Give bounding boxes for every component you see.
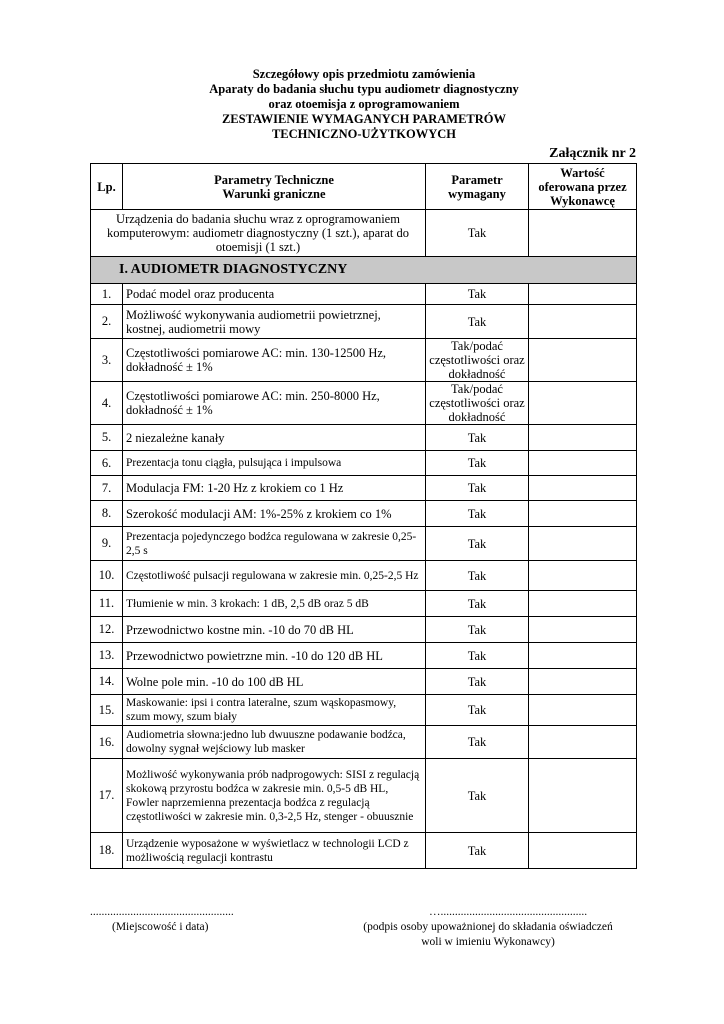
- row-parameter: Częstotliwość pulsacji regulowana w zakresie min. 0,25-2,5 Hz: [123, 561, 426, 591]
- row-required-value: Tak: [426, 305, 529, 339]
- row-required-value: Tak/podać częstotliwości oraz dokładność: [426, 382, 529, 425]
- place-date-dots: ..................................................: [90, 906, 234, 918]
- header-line-2: Aparaty do badania słuchu typu audiometr diagnostyczny: [209, 82, 519, 96]
- row-offered-cell[interactable]: [529, 643, 637, 669]
- footer-left: [90, 905, 234, 935]
- header-lp: Lp.: [91, 164, 123, 210]
- header-required-line-2: wymagany: [448, 186, 506, 201]
- row-required-value: Tak: [426, 591, 529, 617]
- header-offered: [529, 164, 637, 210]
- row-parameter: Częstotliwości pomiarowe AC: min. 130-12500 Hz, dokładność ± 1%: [123, 339, 426, 382]
- row-required-value: Tak: [426, 425, 529, 451]
- row-parameter: Urządzenie wyposażone w wyświetlacz w technologii LCD z możliwością regulacji kontrastu: [123, 833, 426, 869]
- row-number: 3.: [91, 339, 123, 382]
- row-parameter: 2 niezależne kanały: [123, 425, 426, 451]
- row-number: 2.: [91, 305, 123, 339]
- row-parameter: Maskowanie: ipsi i contra lateralne, szum wąskopasmowy, szum mowy, szum biały: [123, 695, 426, 726]
- row-offered-cell[interactable]: [529, 591, 637, 617]
- row-offered-cell[interactable]: [529, 339, 637, 382]
- row-number: 15.: [91, 695, 123, 726]
- rows-body: [91, 284, 637, 869]
- row-offered-cell[interactable]: [529, 425, 637, 451]
- table-row: [91, 284, 637, 305]
- row-parameter: Modulacja FM: 1-20 Hz z krokiem co 1 Hz: [123, 476, 426, 501]
- row-offered-cell[interactable]: [529, 669, 637, 695]
- row-required-value: Tak: [426, 476, 529, 501]
- header-required-line-1: Parametr: [451, 172, 503, 187]
- row-number: 16.: [91, 726, 123, 759]
- row-offered-cell[interactable]: [529, 305, 637, 339]
- table-row: [91, 339, 637, 382]
- header-params-line-2: Warunki graniczne: [222, 186, 326, 201]
- intro-offered-cell[interactable]: [529, 210, 637, 257]
- row-number: 4.: [91, 382, 123, 425]
- row-offered-cell[interactable]: [529, 726, 637, 759]
- section-row: [91, 257, 637, 284]
- row-number: 6.: [91, 451, 123, 476]
- table-row: [91, 561, 637, 591]
- row-required-value: Tak: [426, 726, 529, 759]
- header-params: [123, 164, 426, 210]
- row-number: 17.: [91, 759, 123, 833]
- header-offered-line-1: Wartość: [560, 165, 605, 180]
- signature-label-2: woli w imieniu Wykonawcy): [421, 936, 555, 948]
- row-parameter: Prezentacja tonu ciągła, pulsująca i impulsowa: [123, 451, 426, 476]
- place-date-label: (Miejscowość i data): [112, 921, 209, 933]
- table-row: [91, 382, 637, 425]
- row-parameter: Przewodnictwo kostne min. -10 do 70 dB HL: [123, 617, 426, 643]
- row-required-value: Tak: [426, 527, 529, 561]
- row-parameter: Podać model oraz producenta: [123, 284, 426, 305]
- row-offered-cell[interactable]: [529, 617, 637, 643]
- row-required-value: Tak: [426, 561, 529, 591]
- header-line-3: oraz otoemisja z oprogramowaniem: [268, 97, 460, 111]
- row-required-value: Tak: [426, 451, 529, 476]
- row-parameter: Wolne pole min. -10 do 100 dB HL: [123, 669, 426, 695]
- row-offered-cell[interactable]: [529, 501, 637, 527]
- row-parameter: Możliwość wykonywania audiometrii powietrznej, kostnej, audiometrii mowy: [123, 305, 426, 339]
- table-row: [91, 726, 637, 759]
- table-row: [91, 695, 637, 726]
- row-number: 10.: [91, 561, 123, 591]
- row-required-value: Tak: [426, 617, 529, 643]
- row-number: 14.: [91, 669, 123, 695]
- row-parameter: Częstotliwości pomiarowe AC: min. 250-8000 Hz, dokładność ± 1%: [123, 382, 426, 425]
- section-title: I. AUDIOMETR DIAGNOSTYCZNY: [91, 257, 637, 284]
- header-line-5: TECHNICZNO-UŻYTKOWYCH: [271, 127, 457, 141]
- table-row: [91, 759, 637, 833]
- row-number: 5.: [91, 425, 123, 451]
- intro-value: Tak: [426, 210, 529, 257]
- table-row: [91, 833, 637, 869]
- row-number: 8.: [91, 501, 123, 527]
- row-number: 18.: [91, 833, 123, 869]
- row-number: 11.: [91, 591, 123, 617]
- signature-dots: …...................................................: [428, 906, 588, 918]
- row-offered-cell[interactable]: [529, 833, 637, 869]
- row-required-value: Tak/podać częstotliwości oraz dokładność: [426, 339, 529, 382]
- row-number: 1.: [91, 284, 123, 305]
- row-parameter: Audiometria słowna:jedno lub dwuuszne podawanie bodźca, dowolny sygnał wejściowy lub masker: [123, 726, 426, 759]
- header-offered-line-3: Wykonawcę: [550, 193, 615, 208]
- row-offered-cell[interactable]: [529, 382, 637, 425]
- row-required-value: Tak: [426, 833, 529, 869]
- row-number: 7.: [91, 476, 123, 501]
- row-offered-cell[interactable]: [529, 561, 637, 591]
- row-offered-cell[interactable]: [529, 759, 637, 833]
- row-required-value: Tak: [426, 695, 529, 726]
- table-row: [91, 501, 637, 527]
- table-row: [91, 527, 637, 561]
- table-row: [91, 476, 637, 501]
- row-offered-cell[interactable]: [529, 476, 637, 501]
- header-params-line-1: Parametry Techniczne: [214, 172, 334, 187]
- table-row: [91, 669, 637, 695]
- annex-label: Załącznik nr 2: [549, 146, 636, 161]
- intro-row: [91, 210, 637, 257]
- row-parameter: Przewodnictwo powietrzne min. -10 do 120 dB HL: [123, 643, 426, 669]
- row-number: 9.: [91, 527, 123, 561]
- header-required: [426, 164, 529, 210]
- row-parameter: Szerokość modulacji AM: 1%-25% z krokiem co 1%: [123, 501, 426, 527]
- intro-text: Urządzenia do badania słuchu wraz z oprogramowaniem komputerowym: audiometr diagnostyczny (1 szt.), aparat do otoemisji (1 szt.): [91, 210, 426, 257]
- document-header: [90, 67, 638, 142]
- header-line-1: Szczegółowy opis przedmiotu zamówienia: [252, 67, 476, 81]
- signature-label-1: (podpis osoby upoważnionej do składania oświadczeń: [363, 921, 613, 933]
- table-row: [91, 591, 637, 617]
- row-offered-cell[interactable]: [529, 695, 637, 726]
- row-parameter: Tłumienie w min. 3 krokach: 1 dB, 2,5 dB oraz 5 dB: [123, 591, 426, 617]
- row-required-value: Tak: [426, 643, 529, 669]
- header-offered-line-2: oferowana przez: [538, 179, 627, 194]
- table-row: [91, 451, 637, 476]
- row-number: 12.: [91, 617, 123, 643]
- parameters-table: [90, 163, 637, 869]
- table-header-row: [91, 164, 637, 210]
- row-required-value: Tak: [426, 669, 529, 695]
- table-row: [91, 425, 637, 451]
- header-line-4: ZESTAWIENIE WYMAGANYCH PARAMETRÓW: [221, 112, 507, 126]
- row-required-value: Tak: [426, 284, 529, 305]
- row-offered-cell[interactable]: [529, 527, 637, 561]
- row-parameter: Możliwość wykonywania prób nadprogowych: SISI z regulacją skokową przyrostu bodźca w zakresie min. 0,5-5 dB HL, Fowler naprzemienna prezentacja bodźca z regulacją częstotliwości w zakresie min. 0,3-2,5 Hz, stenger - obuusznie: [123, 759, 426, 833]
- row-number: 13.: [91, 643, 123, 669]
- table-row: [91, 617, 637, 643]
- row-required-value: Tak: [426, 759, 529, 833]
- row-offered-cell[interactable]: [529, 284, 637, 305]
- row-parameter: Prezentacja pojedynczego bodźca regulowana w zakresie 0,25-2,5 s: [123, 527, 426, 561]
- footer-right: [338, 905, 638, 950]
- row-required-value: Tak: [426, 501, 529, 527]
- row-offered-cell[interactable]: [529, 451, 637, 476]
- table-row: [91, 305, 637, 339]
- table-row: [91, 643, 637, 669]
